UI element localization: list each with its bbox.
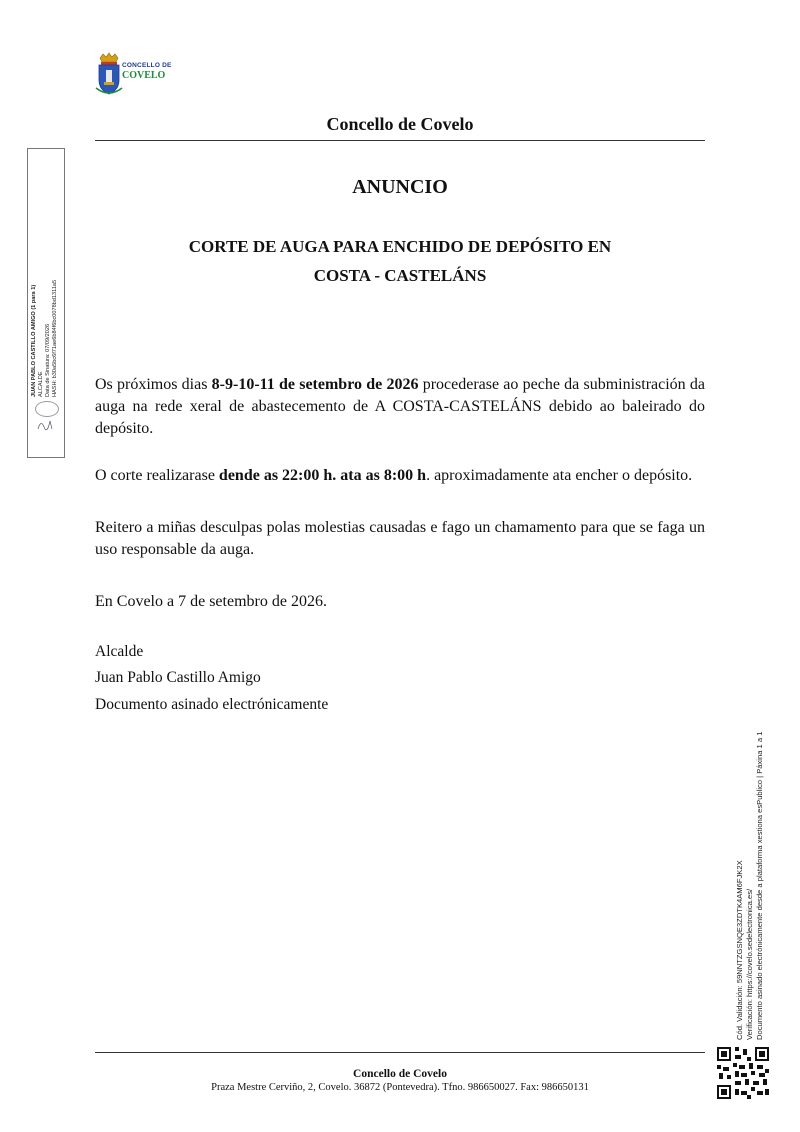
footer-divider xyxy=(95,1052,705,1053)
signature-note: Documento asinado electrónicamente xyxy=(95,696,329,713)
logo-text-name: COVELO xyxy=(122,70,166,81)
document-subheading xyxy=(0,232,800,290)
validation-code: Cód. Validación: 59NNTZGSNQE3ZDTK4AM6FJK2X xyxy=(735,860,744,1040)
signature-hash: HASH: b30a5bc6f71ae6b84f6bc0078bd1311a5 xyxy=(52,279,58,397)
coat-of-arms-icon xyxy=(94,52,124,98)
signature-role: Alcalde xyxy=(95,643,144,660)
paragraph-hours xyxy=(95,465,705,487)
header-divider xyxy=(95,140,705,141)
paragraph-dates xyxy=(95,374,705,440)
document-heading: ANUNCIO xyxy=(352,176,448,198)
paragraph-dates-post: procederase ao peche da subministración da auga na rede xeral de abastecemento de A COSTA-CASTELÁNS debido ao baleirado do depósito. xyxy=(95,376,706,437)
paragraph-dates-pre: Os próximos dias xyxy=(95,376,212,393)
signer-name: JUAN PABLO CASTILLO AMIGO (1 para 1) xyxy=(31,284,37,397)
paragraph-hours-post: . aproximadamente ata encher o depósito. xyxy=(426,467,693,484)
subheading-line-1: CORTE DE AUGA PARA ENCHIDO DE DEPÓSITO EN xyxy=(188,237,612,256)
logo-text-top: CONCELLO DE xyxy=(122,62,172,69)
verification-url: Verificación: https://covelo.sedelectronica.es/ xyxy=(745,888,754,1040)
handwritten-signature-icon xyxy=(36,415,54,433)
signature-date: Data de Sinatura: 07/09/2026 xyxy=(45,323,51,397)
paragraph-hours-pre: O corte realizarase xyxy=(95,467,219,484)
municipal-logo xyxy=(94,52,174,98)
header-title: Concello de Covelo xyxy=(326,114,474,134)
platform-note: Documento asinado electrónicamente desde a plataforma xestiona esPublico | Páxina 1 a 1 xyxy=(755,731,764,1040)
footer-name: Concello de Covelo xyxy=(353,1068,447,1080)
footer-address: Praza Mestre Cerviño, 2, Covelo. 36872 (Pontevedra). Tfno. 986650027. Fax: 986650131 xyxy=(211,1082,589,1093)
subheading-line-2: COSTA - CASTELÁNS xyxy=(313,266,487,285)
paragraph-dates-bold: 8-9-10-11 de setembro de 2026 xyxy=(211,376,419,393)
paragraph-place-date: En Covelo a 7 de setembro de 2026. xyxy=(95,593,327,610)
paragraph-hours-bold: dende as 22:00 h. ata as 8:00 h xyxy=(218,467,427,484)
signer-role: ALCALDE xyxy=(38,371,44,397)
paragraph-apology: Reitero a miñas desculpas polas molestias causadas e fago un chamamento para que se faga un uso responsable da auga. xyxy=(95,519,705,558)
signature-name: Juan Pablo Castillo Amigo xyxy=(95,669,261,686)
